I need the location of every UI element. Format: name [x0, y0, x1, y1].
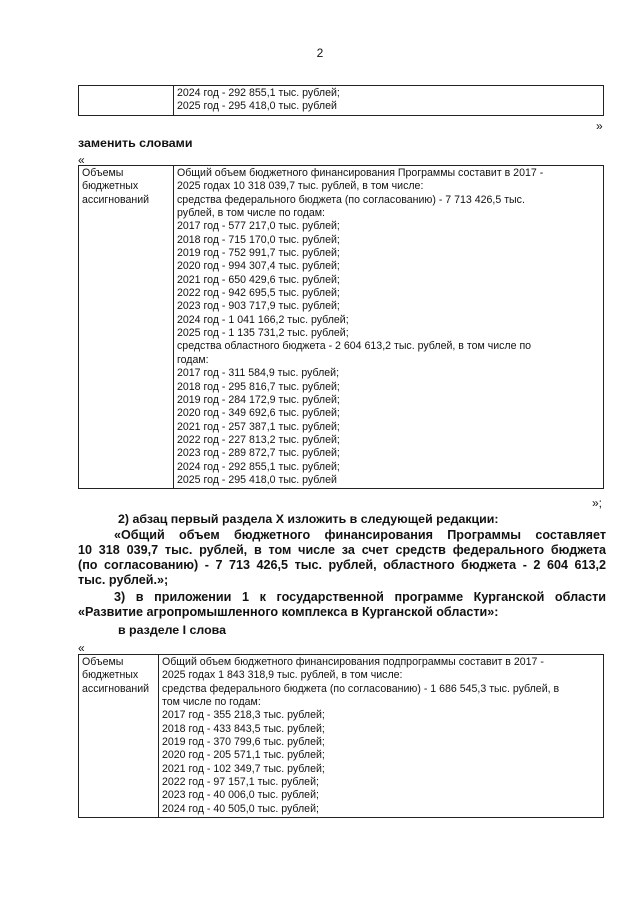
table-line: Общий объем бюджетного финансирования Программы составит в 2017 -: [177, 167, 544, 179]
table-line: 2018 год - 433 843,5 тыс. рублей;: [162, 722, 325, 735]
paragraph-line: 3) в приложении 1 к государственной программе Курганской области: [114, 590, 606, 604]
page-number: 2: [316, 46, 324, 60]
table-line: 2024 год - 1 041 166,2 тыс. рублей;: [177, 313, 349, 326]
table-line: 2022 год - 97 157,1 тыс. рублей;: [162, 776, 319, 789]
budget-label-cell: [79, 655, 159, 818]
paragraph-2-heading: 2) абзац первый раздела X изложить в следующей редакции:: [118, 512, 499, 526]
table-line: рублей, в том числе по годам:: [177, 207, 325, 220]
top-table-fragment: [78, 85, 604, 116]
table-line: 2021 год - 257 387,1 тыс. рублей;: [177, 420, 340, 433]
in-section-label: в разделе I слова: [118, 623, 227, 637]
table-line: годам:: [177, 353, 209, 366]
label-line: ассигнований: [82, 193, 150, 206]
paragraph-line: «Общий объем бюджетного финансирования Программы составляет: [114, 528, 606, 542]
table-line: 2021 год - 650 429,6 тыс. рублей;: [177, 273, 340, 286]
paragraph-line: тыс. рублей.»;: [78, 573, 169, 587]
top-table-value-cell: [174, 86, 604, 116]
table-line: 2024 год - 292 855,1 тыс. рублей;: [177, 460, 340, 473]
table-line: 2020 год - 994 307,4 тыс. рублей;: [177, 260, 340, 273]
closing-quote-semicolon: »;: [592, 496, 603, 510]
label-line: Объемы: [82, 167, 124, 179]
paragraph-3-body: [78, 590, 606, 620]
opening-quote: «: [78, 153, 85, 167]
paragraph-line: (по согласованию) - 7 713 426,5 тыс. рублей, областного бюджета - 2 604 613,2: [78, 558, 606, 572]
table-line: 2018 год - 715 170,0 тыс. рублей;: [177, 233, 340, 246]
paragraph-line: 10 318 039,7 тыс. рублей, в том числе за счет средств федерального бюджета: [78, 543, 606, 557]
table-line: 2024 год - 40 505,0 тыс. рублей;: [162, 802, 319, 815]
table-line: 2023 год - 903 717,9 тыс. рублей;: [177, 300, 340, 313]
table-line: 2024 год - 292 855,1 тыс. рублей;: [177, 87, 340, 99]
label-line: ассигнований: [82, 682, 150, 695]
paragraph-2-body: [78, 528, 606, 588]
table-line: 2025 годах 1 843 318,9 тыс. рублей, в том числе:: [162, 669, 403, 682]
paragraph-line: «Развитие агропромышленного комплекса в Курганской области»:: [78, 605, 499, 619]
budget-label-cell: [79, 166, 174, 489]
budget-table-program: [78, 165, 604, 489]
table-line: 2017 год - 355 218,3 тыс. рублей;: [162, 709, 325, 722]
opening-quote: «: [78, 641, 85, 655]
table-line: 2021 год - 102 349,7 тыс. рублей;: [162, 762, 325, 775]
label-line: бюджетных: [82, 180, 139, 193]
table-line: 2019 год - 284 172,9 тыс. рублей;: [177, 393, 340, 406]
table-line: средства федерального бюджета (по согласованию) - 7 713 426,5 тыс.: [177, 193, 525, 206]
budget-value-cell: [174, 166, 604, 489]
table-line: 2022 год - 227 813,2 тыс. рублей;: [177, 433, 340, 446]
table-line: 2025 год - 1 135 731,2 тыс. рублей;: [177, 327, 349, 340]
table-line: 2017 год - 311 584,9 тыс. рублей;: [177, 367, 340, 380]
table-line: 2020 год - 205 571,1 тыс. рублей;: [162, 749, 325, 762]
table-line: том числе по годам:: [162, 696, 261, 709]
label-line: бюджетных: [82, 669, 139, 682]
table-line: 2017 год - 577 217,0 тыс. рублей;: [177, 220, 340, 233]
table-line: средства федерального бюджета (по согласованию) - 1 686 545,3 тыс. рублей, в: [162, 682, 560, 695]
table-line: 2023 год - 289 872,7 тыс. рублей;: [177, 447, 340, 460]
label-line: Объемы: [82, 656, 124, 668]
table-line: Общий объем бюджетного финансирования подпрограммы составит в 2017 -: [162, 656, 544, 668]
budget-table-subprogram: [78, 654, 604, 818]
table-line: 2025 год - 295 418,0 тыс. рублей: [177, 473, 337, 486]
top-table-label-cell: [79, 86, 174, 116]
table-line: 2018 год - 295 816,7 тыс. рублей;: [177, 380, 340, 393]
table-line: 2023 год - 40 006,0 тыс. рублей;: [162, 789, 319, 802]
table-line: 2019 год - 752 991,7 тыс. рублей;: [177, 247, 340, 260]
table-line: 2020 год - 349 692,6 тыс. рублей;: [177, 407, 340, 420]
closing-quote: »: [596, 119, 603, 133]
table-line: 2025 годах 10 318 039,7 тыс. рублей, в том числе:: [177, 180, 424, 193]
budget-value-cell: [159, 655, 604, 818]
table-line: 2022 год - 942 695,5 тыс. рублей;: [177, 287, 340, 300]
table-line: 2019 год - 370 799,6 тыс. рублей;: [162, 736, 325, 749]
table-line: 2025 год - 295 418,0 тыс. рублей: [177, 100, 337, 113]
table-line: средства областного бюджета - 2 604 613,2 тыс. рублей, в том числе по: [177, 340, 532, 353]
replace-words-label: заменить словами: [78, 136, 193, 150]
